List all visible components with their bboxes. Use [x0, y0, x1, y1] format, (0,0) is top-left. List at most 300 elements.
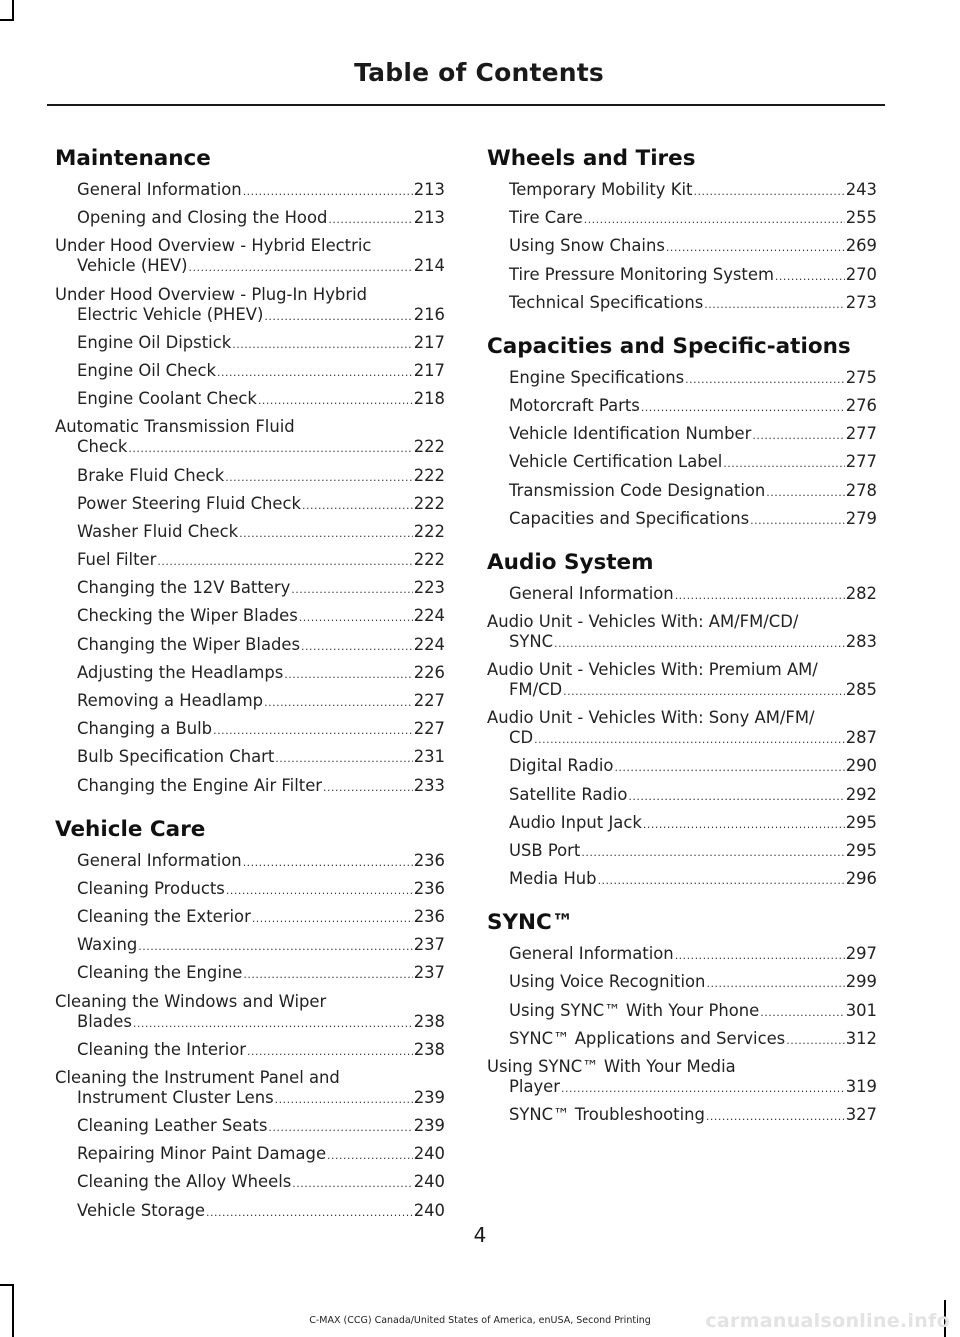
right-column	[487, 146, 877, 1146]
toc-entry-page-number: 239	[413, 1116, 445, 1136]
toc-entry-page-number: 240	[413, 1172, 445, 1192]
dot-leader	[264, 307, 412, 327]
toc-entry-title: Cleaning the Interior	[77, 1039, 246, 1059]
toc-entry-row	[509, 424, 877, 446]
toc-section	[487, 550, 877, 892]
toc-section	[55, 146, 445, 798]
toc-entry[interactable]	[487, 944, 877, 966]
toc-entry-title: Vehicle Certification Label	[509, 452, 723, 472]
dot-leader	[561, 1079, 845, 1099]
dot-leader	[675, 586, 845, 606]
dot-leader	[284, 665, 412, 685]
toc-entry-row	[509, 1001, 877, 1023]
toc-entry-row	[77, 208, 445, 230]
toc-entry-row	[77, 635, 445, 657]
toc-entry-list	[487, 584, 877, 892]
toc-entry-title: Instrument Cluster Lens	[77, 1087, 274, 1107]
toc-entry[interactable]	[55, 776, 445, 798]
toc-entry-page-number: 222	[413, 521, 445, 541]
toc-entry-page-number: 295	[845, 812, 877, 832]
toc-entry[interactable]	[55, 578, 445, 600]
toc-entry-title: Engine Specifications	[509, 367, 685, 387]
toc-entry-page-number: 236	[413, 850, 445, 870]
toc-entry-title: Waxing	[77, 935, 138, 955]
toc-entry[interactable]	[487, 452, 877, 474]
toc-entry-page-number: 224	[413, 606, 445, 626]
toc-entry-row	[77, 494, 445, 516]
dot-leader	[327, 1146, 413, 1166]
toc-entry-page-number: 237	[413, 935, 445, 955]
toc-entry-title: Removing a Headlamp	[77, 691, 264, 710]
toc-entry[interactable]	[55, 389, 445, 411]
dot-leader	[706, 974, 844, 994]
dot-leader	[706, 1107, 845, 1127]
toc-section	[55, 817, 445, 1223]
toc-entry[interactable]	[487, 1105, 877, 1127]
dot-leader	[252, 909, 413, 929]
toc-entry-title: USB Port	[509, 841, 581, 860]
toc-entry-row	[77, 437, 445, 459]
toc-entry-title: Tire Care	[509, 208, 583, 228]
toc-entry-row	[77, 879, 445, 901]
toc-entry-page-number: 296	[845, 869, 877, 889]
dot-leader	[581, 843, 844, 863]
toc-entry-title: Cleaning the Alloy Wheels	[77, 1172, 292, 1192]
toc-entry-list	[487, 944, 877, 1127]
toc-entry-row	[77, 389, 445, 411]
toc-entry[interactable]	[487, 293, 877, 315]
toc-entry-title: Satellite Radio	[509, 784, 628, 804]
toc-entry-page-number: 295	[845, 841, 877, 860]
toc-entry-title: Technical Specifications	[509, 292, 704, 312]
toc-entry[interactable]	[487, 424, 877, 446]
toc-entry-page-number: 236	[413, 906, 445, 926]
dot-leader	[258, 391, 413, 411]
toc-entry-row	[77, 606, 445, 628]
toc-entry-page-number: 273	[845, 292, 877, 312]
toc-entry-list	[55, 180, 445, 798]
dot-leader	[264, 693, 413, 713]
toc-entry-row	[509, 452, 877, 474]
toc-entry-row	[77, 935, 445, 957]
toc-entry-row	[509, 1105, 877, 1127]
toc-entry[interactable]	[487, 509, 877, 531]
dot-leader	[750, 511, 845, 531]
section-title: SYNC™	[487, 910, 574, 936]
toc-entry-title: SYNC™ Troubleshooting	[509, 1105, 705, 1125]
toc-entry-page-number: 238	[413, 1011, 445, 1031]
toc-entry-row	[77, 180, 445, 202]
toc-entry-row	[509, 236, 877, 258]
toc-entry[interactable]	[55, 663, 445, 685]
toc-entry-page-number: 233	[413, 775, 445, 795]
toc-entry-title: Vehicle Storage	[77, 1200, 205, 1220]
dot-leader	[685, 370, 845, 390]
dot-leader	[292, 1174, 412, 1194]
dot-leader	[239, 524, 413, 544]
toc-entry[interactable]	[55, 879, 445, 901]
toc-entry[interactable]	[55, 1144, 445, 1166]
toc-entry-row	[509, 972, 877, 994]
toc-entry-title: Electric Vehicle (PHEV)	[77, 304, 264, 324]
toc-entry-page-number: 275	[845, 367, 877, 387]
toc-entry-title-first-line: Automatic Transmission Fluid	[55, 417, 295, 437]
toc-entry[interactable]	[487, 813, 877, 835]
toc-entry[interactable]	[55, 851, 445, 873]
toc-entry-row	[509, 728, 877, 750]
toc-entry-title: Digital Radio	[509, 756, 614, 776]
dot-leader	[693, 182, 844, 202]
toc-entry-row	[77, 691, 445, 713]
toc-entry-row	[77, 1040, 445, 1062]
toc-entry-page-number: 218	[413, 389, 445, 409]
toc-entry[interactable]	[55, 180, 445, 202]
toc-entry-page-number: 292	[845, 784, 877, 804]
crop-mark-bottom-left-horizontal	[0, 1284, 14, 1286]
toc-entry[interactable]	[55, 606, 445, 628]
toc-entry[interactable]	[487, 756, 877, 778]
toc-entry-list	[487, 368, 877, 531]
toc-section	[487, 334, 877, 531]
toc-entry[interactable]	[487, 708, 877, 750]
toc-entry-page-number: 223	[413, 578, 445, 598]
toc-entry[interactable]	[55, 333, 445, 355]
toc-entry-title-first-line: Audio Unit - Vehicles With: Premium AM/	[487, 660, 818, 680]
toc-entry[interactable]	[487, 1057, 877, 1099]
toc-entry[interactable]	[55, 361, 445, 383]
toc-entry-page-number: 277	[845, 452, 877, 472]
toc-entry-row	[77, 256, 445, 278]
toc-entry-title: Opening and Closing the Hood	[77, 208, 328, 228]
toc-entry-title: Bulb Specification Chart	[77, 747, 275, 767]
toc-entry-page-number: 213	[413, 180, 445, 199]
toc-entry-row	[509, 368, 877, 390]
toc-entry-title: Player	[509, 1076, 561, 1096]
toc-entry-page-number: 213	[413, 208, 445, 228]
toc-entry-title: Fuel Filter	[77, 550, 157, 570]
toc-entry-title: Vehicle Identification Number	[509, 424, 752, 444]
toc-entry-page-number: 301	[845, 1000, 877, 1020]
dot-leader	[628, 787, 844, 807]
watermark: carmanualsonline.info	[705, 1310, 950, 1332]
toc-entry-list	[55, 851, 445, 1223]
toc-entry-row	[77, 550, 445, 572]
toc-entry[interactable]	[55, 963, 445, 985]
toc-entry-row	[509, 1029, 877, 1051]
toc-entry-page-number: 279	[845, 508, 877, 528]
toc-entry-title: General Information	[509, 944, 674, 964]
dot-leader	[217, 363, 413, 383]
dot-leader	[243, 182, 413, 202]
dot-leader	[157, 552, 412, 572]
toc-entry-row	[77, 466, 445, 488]
toc-entry-title: Audio Input Jack	[509, 812, 642, 832]
dot-leader	[643, 815, 845, 835]
toc-entry-page-number: 327	[845, 1105, 877, 1125]
toc-entry[interactable]	[487, 265, 877, 287]
toc-entry-row	[77, 361, 445, 383]
crop-mark-top-left-vertical	[12, 0, 14, 20]
toc-entry-title-first-line: Audio Unit - Vehicles With: Sony AM/FM/	[487, 708, 815, 728]
toc-entry-row	[509, 944, 877, 966]
page-number: 4	[473, 1223, 487, 1247]
toc-entry-row	[77, 1116, 445, 1138]
toc-entry[interactable]	[55, 550, 445, 572]
dot-leader	[302, 496, 413, 516]
toc-entry-title: Checking the Wiper Blades	[77, 606, 298, 626]
toc-entry[interactable]	[487, 396, 877, 418]
toc-entry-page-number: 287	[845, 728, 877, 748]
toc-entry[interactable]	[487, 1001, 877, 1023]
toc-entry-title-first-line: Audio Unit - Vehicles With: AM/FM/CD/	[487, 611, 799, 631]
toc-entry[interactable]	[55, 208, 445, 230]
toc-entry[interactable]	[55, 285, 445, 327]
toc-entry-page-number: 217	[413, 360, 445, 380]
left-column	[55, 146, 445, 1242]
toc-entry-page-number: 222	[413, 465, 445, 485]
toc-entry[interactable]	[55, 522, 445, 544]
toc-entry[interactable]	[55, 719, 445, 741]
toc-entry-title-first-line: Under Hood Overview - Plug-In Hybrid	[55, 284, 368, 304]
page-header-title: Table of Contents	[354, 58, 604, 87]
toc-entry-title: Cleaning the Engine	[77, 963, 243, 983]
toc-entry-page-number: 236	[413, 878, 445, 898]
toc-entry-page-number: 319	[845, 1076, 877, 1096]
toc-entry-title: Engine Coolant Check	[77, 389, 257, 409]
toc-entry-row	[77, 305, 445, 327]
toc-entry-title: Brake Fluid Check	[77, 465, 225, 485]
toc-entry-row	[509, 1077, 877, 1099]
toc-entry-page-number: 255	[845, 208, 877, 228]
toc-entry-page-number: 243	[845, 180, 877, 199]
dot-leader	[268, 1118, 412, 1138]
toc-entry[interactable]	[487, 1029, 877, 1051]
toc-entry-title: Cleaning Leather Seats	[77, 1116, 268, 1136]
toc-entry[interactable]	[55, 907, 445, 929]
footer-edition-note: C-MAX (CCG) Canada/United States of America, enUSA, Second Printing	[309, 1315, 651, 1326]
toc-entry-row	[509, 265, 877, 287]
toc-entry-title: Power Steering Fluid Check	[77, 493, 302, 513]
dot-leader	[786, 1031, 844, 1051]
section-title: Wheels and Tires	[487, 146, 696, 171]
toc-entry-title: Capacities and Specifications	[509, 508, 750, 528]
toc-entry-title-first-line: Using SYNC™ With Your Media	[487, 1056, 736, 1076]
toc-entry-row	[77, 1201, 445, 1223]
toc-entry-row	[509, 785, 877, 807]
dot-leader	[614, 758, 844, 778]
toc-entry-title: Changing the Engine Air Filter	[77, 775, 323, 795]
dot-leader	[675, 946, 845, 966]
toc-entry-list	[487, 180, 877, 315]
dot-leader	[328, 210, 412, 230]
toc-entry-row	[509, 756, 877, 778]
toc-entry[interactable]	[55, 236, 445, 278]
toc-entry-page-number: 239	[413, 1087, 445, 1107]
toc-entry-title: Adjusting the Headlamps	[77, 662, 284, 682]
toc-entry-title-first-line: Under Hood Overview - Hybrid Electric	[55, 236, 372, 256]
toc-entry[interactable]	[55, 635, 445, 657]
toc-entry-row	[77, 1012, 445, 1034]
dot-leader	[641, 398, 845, 418]
dot-leader	[301, 637, 413, 657]
toc-entry-page-number: 227	[413, 691, 445, 710]
toc-entry-page-number: 217	[413, 332, 445, 352]
toc-entry-title: Tire Pressure Monitoring System	[509, 264, 774, 284]
toc-entry[interactable]	[487, 785, 877, 807]
toc-entry[interactable]	[55, 494, 445, 516]
dot-leader	[760, 1003, 844, 1023]
toc-entry-title: Check	[77, 437, 128, 457]
dot-leader	[275, 1090, 413, 1110]
toc-entry-page-number: 269	[845, 236, 877, 256]
toc-entry[interactable]	[55, 691, 445, 713]
toc-entry-title: Temporary Mobility Kit	[509, 180, 693, 199]
toc-entry-page-number: 277	[845, 424, 877, 444]
toc-entry-row	[77, 776, 445, 798]
toc-entry-page-number: 285	[845, 680, 877, 700]
dot-leader	[534, 730, 845, 750]
toc-entry[interactable]	[487, 660, 877, 702]
toc-entry[interactable]	[55, 417, 445, 459]
crop-mark-bottom-left-vertical	[12, 1284, 14, 1337]
toc-entry-page-number: 276	[845, 395, 877, 415]
toc-entry-title: Repairing Minor Paint Damage	[77, 1144, 327, 1164]
dot-leader	[128, 439, 412, 459]
toc-entry-title: Using SYNC™ With Your Phone	[509, 1000, 760, 1020]
toc-entry[interactable]	[487, 869, 877, 891]
dot-leader	[775, 267, 845, 287]
dot-leader	[723, 454, 844, 474]
dot-leader	[554, 634, 845, 654]
toc-entry-title: Blades	[77, 1011, 132, 1031]
toc-entry-page-number: 283	[845, 631, 877, 651]
toc-entry-row	[509, 180, 877, 202]
toc-entry-page-number: 297	[845, 944, 877, 964]
toc-entry-page-number: 237	[413, 963, 445, 983]
toc-entry-title: General Information	[509, 583, 674, 603]
toc-entry[interactable]	[55, 1172, 445, 1194]
toc-entry-row	[509, 396, 877, 418]
toc-entry[interactable]	[55, 992, 445, 1034]
toc-entry-page-number: 240	[413, 1200, 445, 1220]
toc-entry-page-number: 299	[845, 972, 877, 992]
toc-entry[interactable]	[55, 466, 445, 488]
dot-leader	[232, 335, 412, 355]
dot-leader	[766, 483, 844, 503]
toc-entry-title: Engine Oil Check	[77, 360, 217, 380]
toc-entry[interactable]	[487, 481, 877, 503]
dot-leader	[323, 778, 413, 798]
toc-entry-title: Washer Fluid Check	[77, 521, 239, 541]
dot-leader	[247, 1042, 413, 1062]
dot-leader	[243, 853, 413, 873]
section-title: Audio System	[487, 549, 654, 575]
toc-entry[interactable]	[487, 180, 877, 202]
toc-entry-title-first-line: Cleaning the Windows and Wiper	[55, 991, 327, 1011]
toc-entry-title: Changing the Wiper Blades	[77, 634, 301, 654]
toc-entry-title: FM/CD	[509, 680, 563, 700]
toc-entry[interactable]	[55, 1116, 445, 1138]
toc-entry[interactable]	[487, 208, 877, 230]
toc-entry-title: Cleaning Products	[77, 878, 225, 898]
toc-entry-row	[509, 841, 877, 863]
toc-entry-row	[77, 747, 445, 769]
toc-entry-row	[77, 1088, 445, 1110]
crop-mark-top-left-horizontal	[0, 19, 14, 21]
toc-entry-row	[77, 1144, 445, 1166]
dot-leader	[206, 1203, 413, 1223]
toc-entry-row	[77, 719, 445, 741]
toc-entry-title: General Information	[77, 850, 242, 870]
dot-leader	[704, 295, 844, 315]
toc-entry-title: SYNC™ Applications and Services	[509, 1028, 786, 1048]
dot-leader	[299, 608, 413, 628]
toc-section	[487, 910, 877, 1127]
toc-entry-page-number: 240	[413, 1144, 445, 1164]
toc-entry[interactable]	[55, 747, 445, 769]
toc-entry-row	[509, 813, 877, 835]
toc-entry-page-number: 231	[413, 747, 445, 767]
toc-entry-title: CD	[509, 728, 534, 748]
toc-entry-row	[509, 293, 877, 315]
toc-entry-row	[509, 481, 877, 503]
toc-entry-page-number: 222	[413, 493, 445, 513]
toc-entry-row	[509, 869, 877, 891]
dot-leader	[243, 965, 412, 985]
toc-entry-page-number: 290	[845, 756, 877, 776]
dot-leader	[213, 721, 413, 741]
toc-entry[interactable]	[55, 935, 445, 957]
toc-entry-page-number: 312	[845, 1028, 877, 1048]
dot-leader	[225, 468, 413, 488]
dot-leader	[189, 258, 413, 278]
toc-entry-title: Changing a Bulb	[77, 719, 213, 739]
toc-entry[interactable]	[55, 1040, 445, 1062]
toc-entry[interactable]	[487, 972, 877, 994]
toc-entry[interactable]	[487, 584, 877, 606]
toc-entry-page-number: 216	[413, 304, 445, 324]
header-divider	[47, 104, 885, 106]
toc-entry-row	[509, 632, 877, 654]
section-title: Maintenance	[55, 146, 211, 171]
toc-entry-row	[77, 851, 445, 873]
toc-entry-row	[509, 208, 877, 230]
dot-leader	[291, 580, 412, 600]
toc-entry[interactable]	[487, 236, 877, 258]
toc-entry-page-number: 222	[413, 437, 445, 457]
toc-entry[interactable]	[487, 841, 877, 863]
toc-entry-row	[77, 907, 445, 929]
dot-leader	[226, 881, 413, 901]
toc-entry-row	[77, 578, 445, 600]
dot-leader	[133, 1014, 413, 1034]
toc-entry[interactable]	[487, 612, 877, 654]
section-title: Vehicle Care	[55, 816, 206, 842]
toc-entry[interactable]	[55, 1201, 445, 1223]
toc-entry-title: Transmission Code Designation	[509, 480, 766, 500]
toc-entry-page-number: 224	[413, 634, 445, 654]
toc-entry-row	[77, 522, 445, 544]
toc-section	[487, 146, 877, 315]
toc-entry-page-number: 227	[413, 719, 445, 739]
toc-entry-row	[77, 333, 445, 355]
toc-entry[interactable]	[487, 368, 877, 390]
dot-leader	[275, 749, 412, 769]
toc-entry-page-number: 278	[845, 480, 877, 500]
toc-entry-page-number: 222	[413, 550, 445, 570]
toc-entry[interactable]	[55, 1068, 445, 1110]
toc-entry-row	[509, 584, 877, 606]
